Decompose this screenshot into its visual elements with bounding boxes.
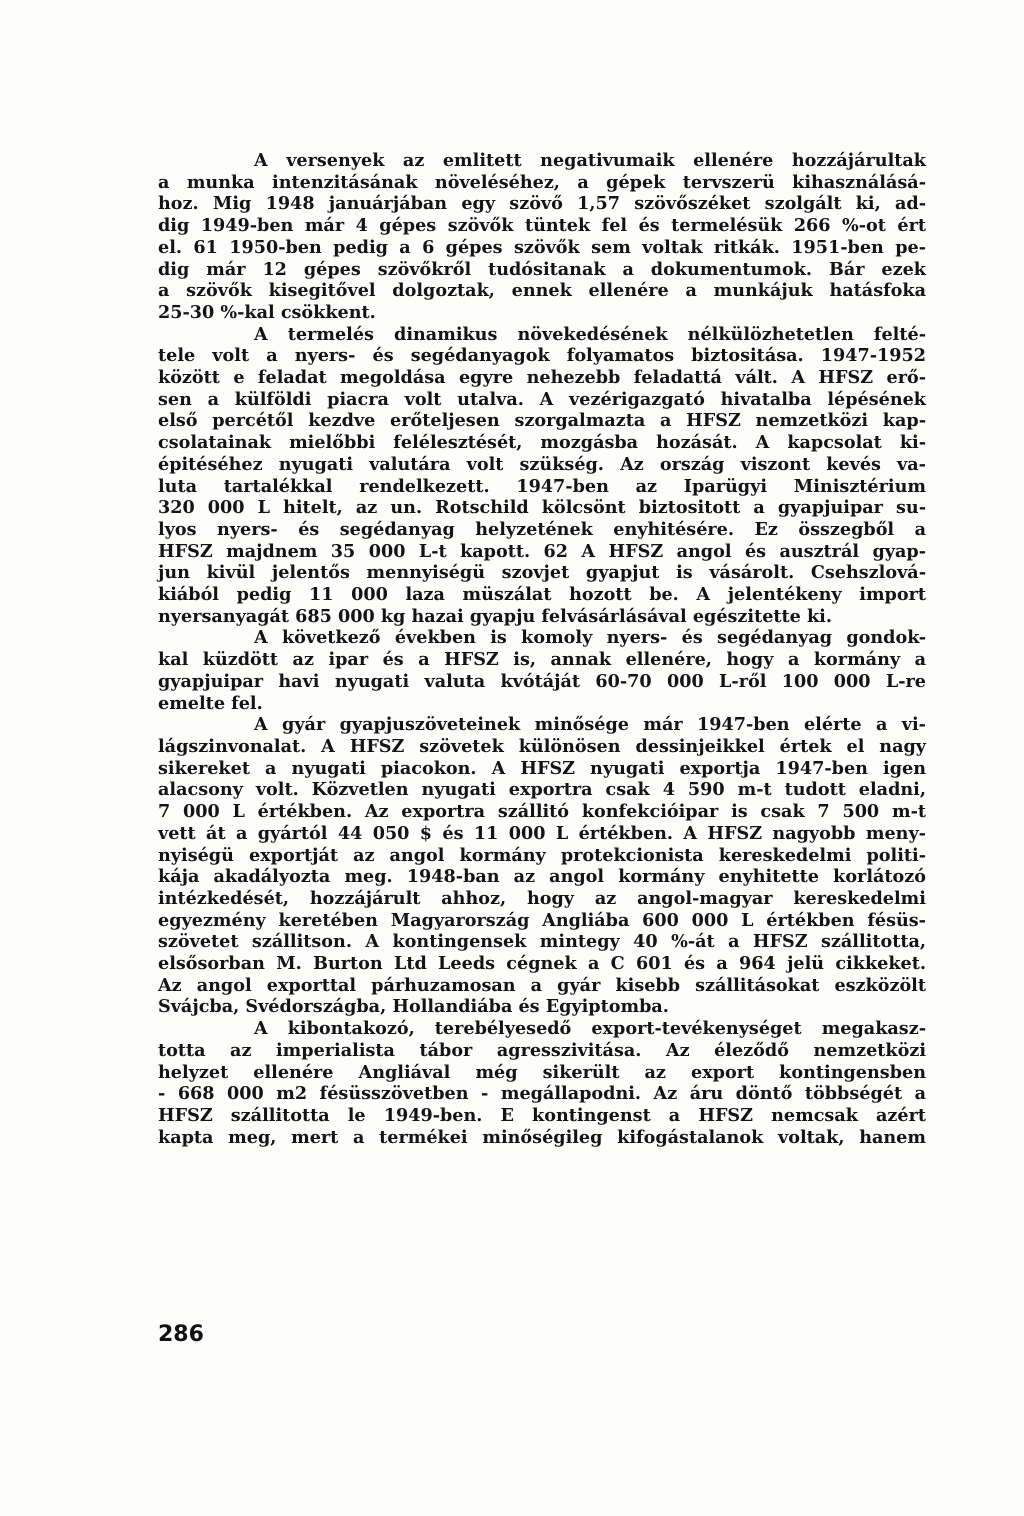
text-line: A termelés dinamikus növekedésének nélkülözhetetlen felté- [254,323,926,345]
paragraph-4 [158,714,926,1018]
text-line: épitéséhez nyugati valutára volt szükség. Az ország viszont kevés va- [158,453,926,475]
text-line: dig már 12 gépes szövőkről tudósitanak a dokumentumok. Bár ezek [158,258,926,280]
text-line: 7 000 L értékben. Az exportra szállitó konfekcióipar is csak 7 500 m-t [158,801,926,823]
text-line: HFSZ majdnem 35 000 L-t kapott. 62 A HFSZ angol és ausztrál gyap- [158,540,926,562]
text-line: tele volt a nyers- és segédanyagok folyamatos biztositása. 1947-1952 [158,345,926,367]
text-line: sikereket a nyugati piacokon. A HFSZ nyugati exportja 1947-ben igen [158,757,926,779]
paragraph-3 [158,627,926,714]
text-line: lyos nyers- és segédanyag helyzetének enyhitésére. Ez összegből a [158,518,926,540]
text-line: vett át a gyártól 44 050 $ és 11 000 L értékben. A HFSZ nagyobb meny- [158,822,926,844]
text-line: gyapjuipar havi nyugati valuta kvótáját 60-70 000 L-ről 100 000 L-re [158,670,926,692]
text-line: A versenyek az emlitett negativumaik ellenére hozzájárultak [254,150,926,171]
text-line: luta tartalékkal rendelkezett. 1947-ben az Iparügyi Minisztérium [158,475,926,497]
text-line: Svájcba, Svédországba, Hollandiába és Egyiptomba. [158,996,669,1018]
text-line: nyiségü exportját az angol kormány protekcionista kereskedelmi politi- [158,844,926,866]
text-line: első percétől kezdve erőteljesen szorgalmazta a HFSZ nemzetközi kap- [158,410,926,432]
text-line: - 668 000 m2 fésüsszövetben - megállapodni. Az áru döntő többségét a [158,1083,926,1105]
text-line: intézkedését, hozzájárult ahhoz, hogy az angol-magyar kereskedelmi [158,887,926,909]
text-line: 320 000 L hitelt, az un. Rotschild kölcsönt biztositott a gyapjuipar su- [158,497,926,519]
page-number: 286 [158,1322,204,1347]
text-line: egyezmény keretében Magyarország Angliába 600 000 L értékben fésüs- [158,909,926,931]
text-line: alacsony volt. Közvetlen nyugati exportra csak 4 590 m-t tudott eladni, [158,779,926,801]
text-line: sen a külföldi piacra volt utalva. A vezérigazgató hivatalba lépésének [158,388,926,410]
text-line: csolatainak mielőbbi felélesztését, mozgásba hozását. A kapcsolat ki- [158,432,926,454]
paragraph-2 [158,324,926,628]
text-line: 25-30 %-kal csökkent. [158,301,376,323]
paragraph-5 [158,1018,926,1148]
text-line: kája akadályozta meg. 1948-ban az angol kormány enyhitette korlátozó [158,866,926,888]
text-line: A következő években is komoly nyers- és segédanyag gondok- [254,627,926,649]
text-line: nyersanyagát 685 000 kg hazai gyapju felvásárlásával egészitette ki. [158,605,832,627]
text-line: el. 61 1950-ben pedig a 6 gépes szövők sem voltak ritkák. 1951-ben pe- [158,236,926,258]
text-line: között e feladat megoldása egyre nehezebb feladattá vált. A HFSZ erő- [158,367,926,389]
text-line: dig 1949-ben már 4 gépes szövők tüntek fel és termelésük 266 %-ot ért [158,215,926,237]
text-line: lágszinvonalat. A HFSZ szövetek különösen dessinjeikkel értek el nagy [158,735,926,757]
text-line: szövetet szállitson. A kontingensek mintegy 40 %-át a HFSZ szállitotta, [158,931,926,953]
text-line: kiából pedig 11 000 laza müszálat hozott be. A jelentékeny import [158,584,926,606]
text-line: emelte fel. [158,692,263,714]
text-line: a munka intenzitásának növeléséhez, a gépek tervszerü kihasználásá- [158,171,926,193]
text-line: kapta meg, mert a termékei minőségileg kifogástalanok voltak, hanem [158,1126,926,1148]
text-line: jun kivül jelentős mennyiségü szovjet gyapjut is vásárolt. Csehszlová- [158,562,926,584]
text-line: kal küzdött az ipar és a HFSZ is, annak ellenére, hogy a kormány a [158,649,926,671]
body-text [158,150,926,1148]
text-line: helyzet ellenére Angliával még sikerült az export kontingensben [158,1061,926,1083]
text-line: hoz. Mig 1948 januárjában egy szövő 1,57 szövőszéket szolgált ki, ad- [158,193,926,215]
text-line: elsősorban M. Burton Ltd Leeds cégnek a C 601 és a 964 jelü cikkeket. [158,953,926,975]
paragraph-1 [158,150,926,324]
text-line: A kibontakozó, terebélyesedő export-tevékenységet megakasz- [254,1018,926,1040]
text-line: totta az imperialista tábor agresszivitása. Az éleződő nemzetközi [158,1039,926,1061]
text-line: HFSZ szállitotta le 1949-ben. E kontingenst a HFSZ nemcsak azért [158,1104,926,1126]
text-line: a szövők kisegitővel dolgoztak, ennek ellenére a munkájuk hatásfoka [158,280,926,302]
text-line: A gyár gyapjuszöveteinek minősége már 1947-ben elérte a vi- [254,714,926,736]
text-line: Az angol exporttal párhuzamosan a gyár kisebb szállitásokat eszközölt [158,974,926,996]
